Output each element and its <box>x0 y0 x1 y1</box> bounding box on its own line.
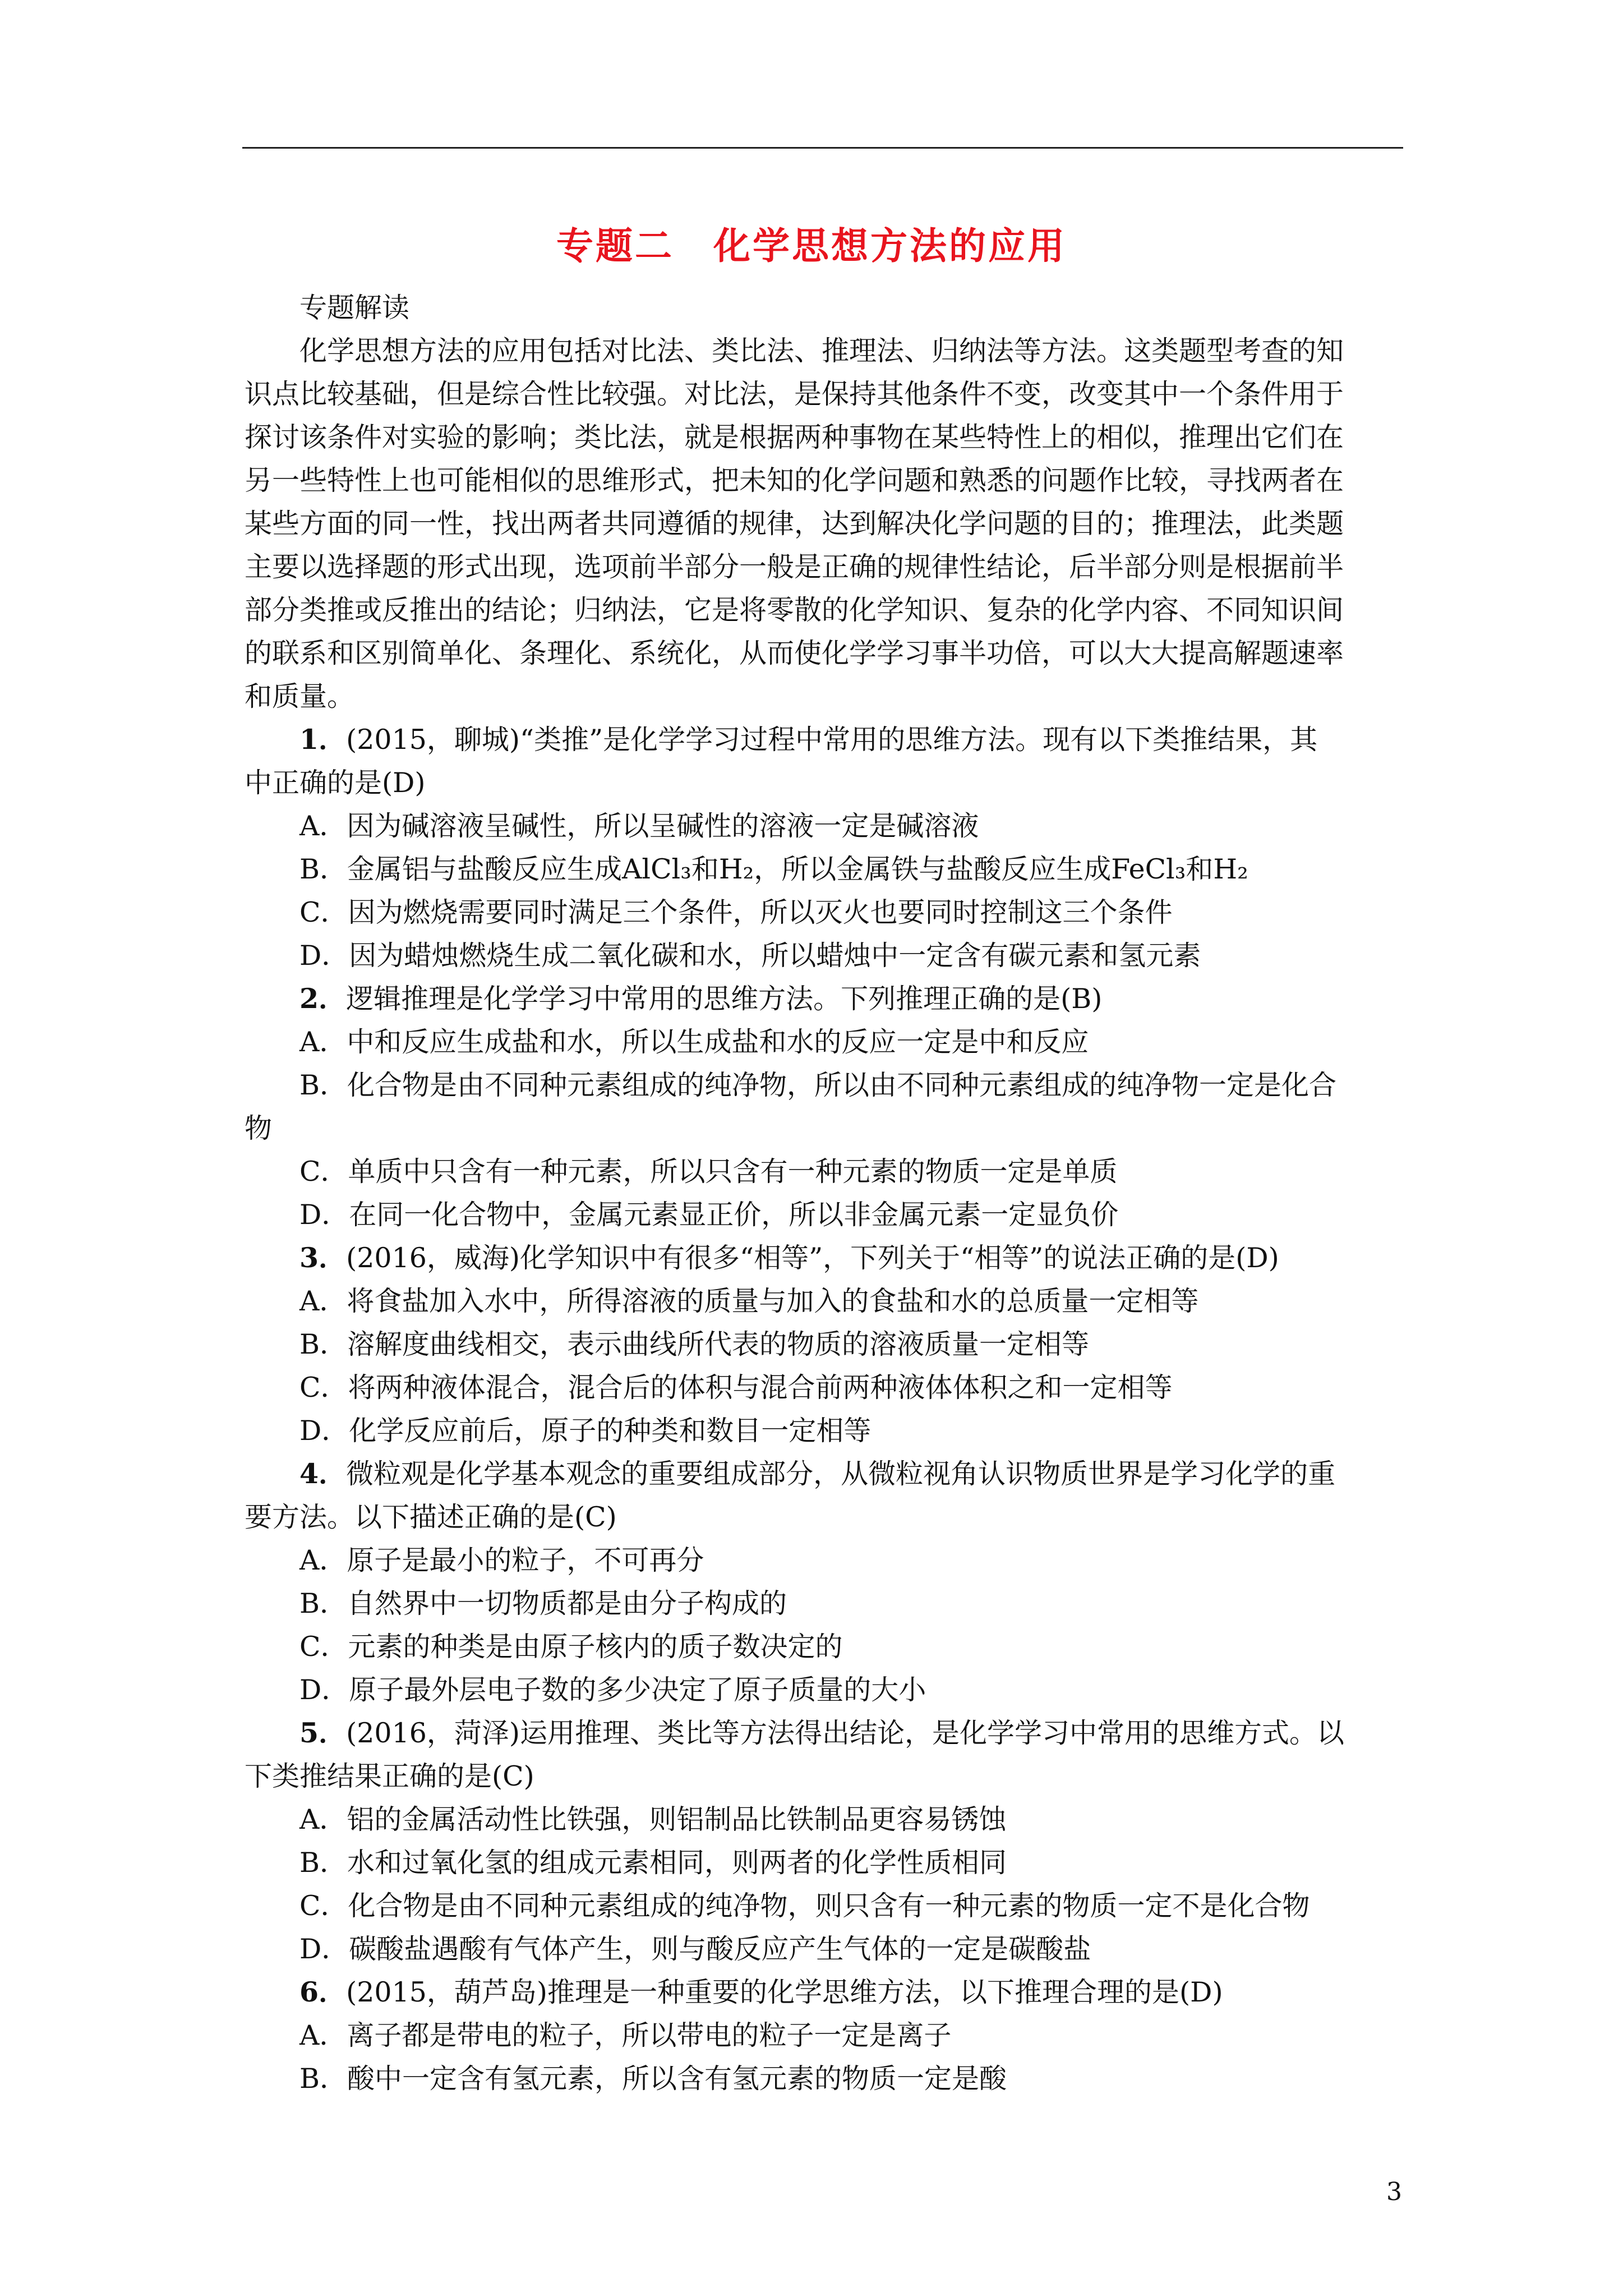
question-1 <box>245 718 1402 977</box>
intro-line: 某些方面的同一性，找出两者共同遵循的规律，达到解决化学问题的目的；推理法，此类题 <box>245 508 1344 540</box>
question-stem-continued: 中正确的是(D) <box>245 767 426 799</box>
question-stem-text: (2015，葫芦岛)推理是一种重要的化学思维方法，以下推理合理的是(D) <box>346 1976 1223 2008</box>
document-body <box>245 286 1402 2100</box>
question-stem-text: (2016，威海)化学知识中有很多“相等”，下列关于“相等”的说法正确的是(D) <box>346 1242 1279 1274</box>
page-title: 专题二 化学思想方法的应用 <box>556 224 1067 268</box>
question-stem <box>245 718 1402 761</box>
intro-line: 探讨该条件对实验的影响；类比法，就是根据两种事物在某些特性上的相似，推理出它们在 <box>245 421 1344 453</box>
question-stem-text: (2015，聊城)“类推”是化学学习过程中常用的思维方法。现有以下类推结果，其 <box>346 724 1318 756</box>
intro-line: 主要以选择题的形式出现，选项前半部分一般是正确的规律性结论，后半部分则是根据前半 <box>245 551 1344 583</box>
option-d: D．化学反应前后，原子的种类和数目一定相等 <box>299 1415 872 1447</box>
question-number: 6． <box>299 1976 347 2008</box>
option-a: A．中和反应生成盐和水，所以生成盐和水的反应一定是中和反应 <box>299 1026 1089 1058</box>
question-stem <box>245 977 1402 1020</box>
page-number: 3 <box>1386 2178 1402 2206</box>
option-d: D．因为蜡烛燃烧生成二氧化碳和水，所以蜡烛中一定含有碳元素和氢元素 <box>299 940 1201 972</box>
option-c: C．元素的种类是由原子核内的质子数决定的 <box>299 1631 843 1663</box>
option-a: A．原子是最小的粒子，不可再分 <box>299 1544 704 1576</box>
question-2 <box>245 977 1402 1236</box>
question-stem <box>245 1452 1402 1496</box>
option-a: A．将食盐加入水中，所得溶液的质量与加入的食盐和水的总质量一定相等 <box>299 1285 1199 1317</box>
question-number: 3． <box>299 1241 347 1274</box>
question-stem-continued: 要方法。以下描述正确的是(C) <box>245 1501 617 1533</box>
intro-line: 识点比较基础，但是综合性比较强。对比法，是保持其他条件不变，改变其中一个条件用于 <box>245 378 1344 410</box>
option-c: C．化合物是由不同种元素组成的纯净物，则只含有一种元素的物质一定不是化合物 <box>299 1890 1310 1922</box>
option-b: B．溶解度曲线相交，表示曲线所代表的物质的溶液质量一定相等 <box>299 1328 1090 1360</box>
option-d: D．在同一化合物中，金属元素显正价，所以非金属元素一定显负价 <box>299 1199 1119 1231</box>
question-stem <box>245 1971 1402 2014</box>
option-a: A．铝的金属活动性比铁强，则铝制品比铁制品更容易锈蚀 <box>299 1803 1007 1835</box>
intro-line: 的联系和区别简单化、条理化、系统化，从而使化学学习事半功倍，可以大大提高解题速率 <box>245 637 1344 669</box>
question-4 <box>245 1452 1402 1711</box>
option-a: A．离子都是带电的粒子，所以带电的粒子一定是离子 <box>299 2019 952 2051</box>
option-b-continued: 物 <box>245 1112 273 1144</box>
section-label: 专题解读 <box>299 292 410 324</box>
header-rule <box>242 147 1403 149</box>
intro-line: 和质量。 <box>245 680 355 712</box>
option-d: D．碳酸盐遇酸有气体产生，则与酸反应产生气体的一定是碳酸盐 <box>299 1933 1091 1965</box>
question-6 <box>245 1971 1402 2100</box>
option-b: B．化合物是由不同种元素组成的纯净物，所以由不同种元素组成的纯净物一定是化合 <box>299 1069 1337 1101</box>
intro-paragraph <box>245 329 1402 718</box>
intro-line: 化学思想方法的应用包括对比法、类比法、推理法、归纳法等方法。这类题型考查的知 <box>299 335 1344 367</box>
question-number: 2． <box>299 982 347 1015</box>
option-b: B．水和过氧化氢的组成元素相同，则两者的化学性质相同 <box>299 1847 1007 1879</box>
question-5 <box>245 1711 1402 1971</box>
option-d: D．原子最外层电子数的多少决定了原子质量的大小 <box>299 1674 926 1706</box>
question-number: 5． <box>299 1717 347 1749</box>
question-stem-continued: 下类推结果正确的是(C) <box>245 1760 534 1792</box>
option-b: B．自然界中一切物质都是由分子构成的 <box>299 1588 787 1619</box>
intro-line: 部分类推或反推出的结论；归纳法，它是将零散的化学知识、复杂的化学内容、不同知识间 <box>245 594 1344 626</box>
option-b: B．金属铝与盐酸反应生成AlCl₃和H₂，所以金属铁与盐酸反应生成FeCl₃和H₂ <box>299 853 1248 885</box>
option-c: C．将两种液体混合，混合后的体积与混合前两种液体体积之和一定相等 <box>299 1372 1173 1404</box>
intro-line: 另一些特性上也可能相似的思维形式，把未知的化学问题和熟悉的问题作比较，寻找两者在 <box>245 464 1344 496</box>
question-stem-text: 逻辑推理是化学学习中常用的思维方法。下列推理正确的是(B) <box>346 983 1103 1015</box>
question-number: 1． <box>299 723 347 756</box>
option-a: A．因为碱溶液呈碱性，所以呈碱性的溶液一定是碱溶液 <box>299 810 979 842</box>
option-c: C．因为燃烧需要同时满足三个条件，所以灭火也要同时控制这三个条件 <box>299 896 1173 928</box>
question-number: 4． <box>299 1457 347 1490</box>
question-stem <box>245 1236 1402 1280</box>
question-stem-text: (2016，菏泽)运用推理、类比等方法得出结论，是化学学习中常用的思维方式。以 <box>346 1717 1345 1749</box>
option-c: C．单质中只含有一种元素，所以只含有一种元素的物质一定是单质 <box>299 1156 1118 1188</box>
option-b: B．酸中一定含有氢元素，所以含有氢元素的物质一定是酸 <box>299 2063 1007 2095</box>
question-stem <box>245 1711 1402 1755</box>
question-stem-text: 微粒观是化学基本观念的重要组成部分，从微粒视角认识物质世界是学习化学的重 <box>346 1458 1336 1490</box>
question-3 <box>245 1236 1402 1452</box>
